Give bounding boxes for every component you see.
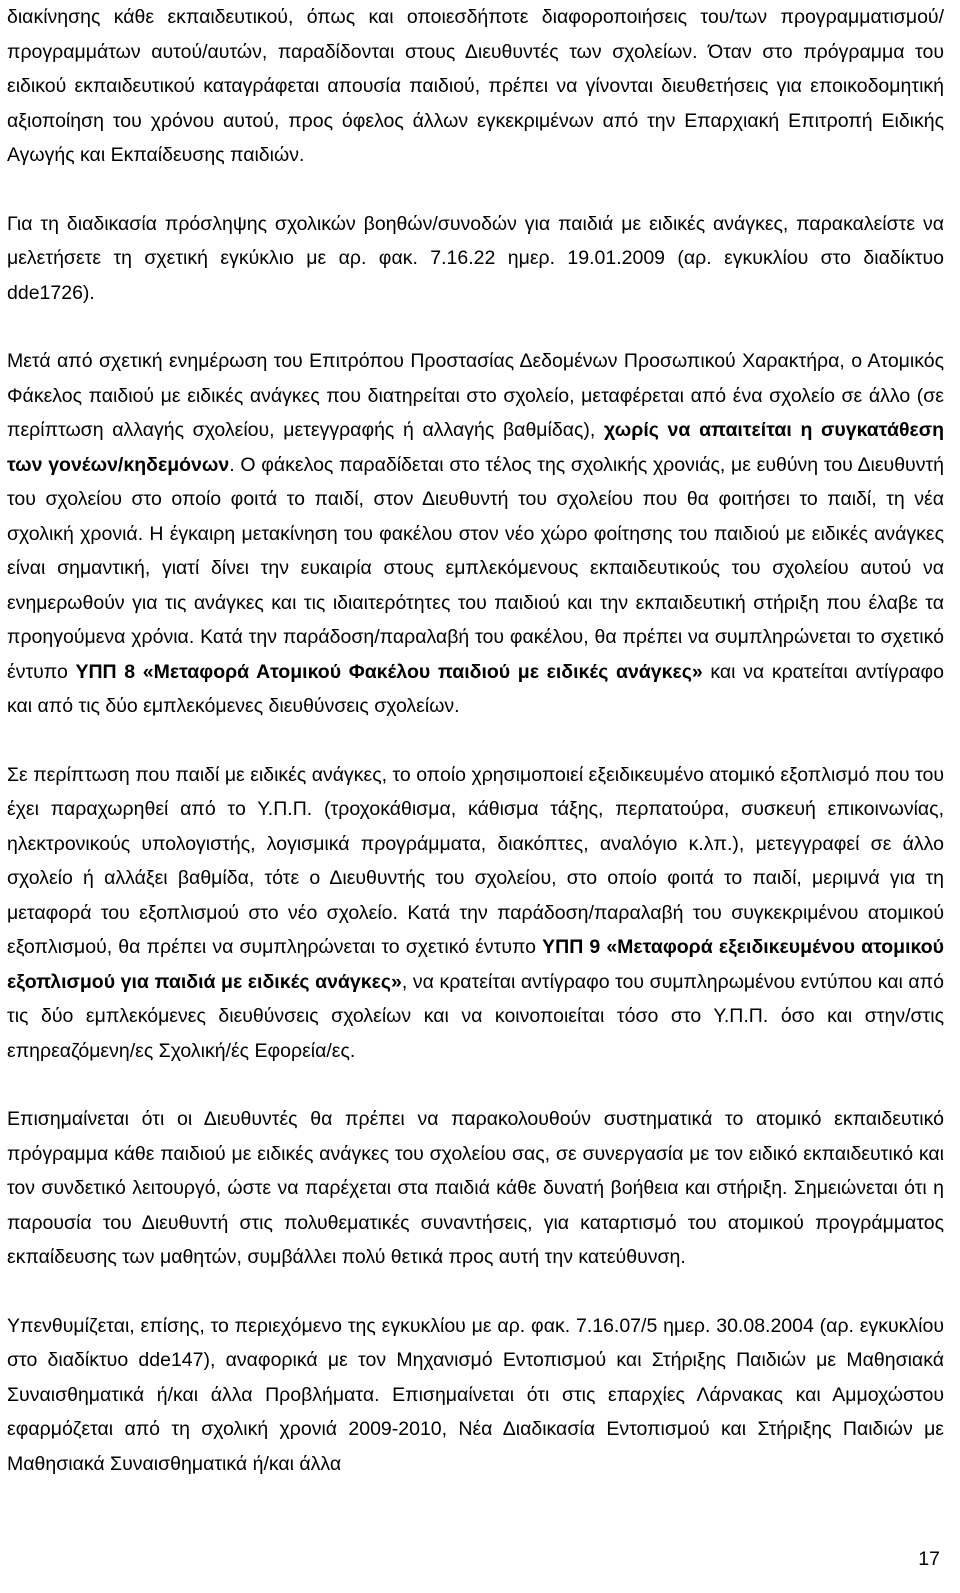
bold-text-segment: χωρίς να απαιτείται η συγκατάθεση των γονέων/κηδεμόνων xyxy=(7,419,944,476)
paragraph-directors-monitoring xyxy=(7,1102,944,1275)
paragraph-school-assistants xyxy=(7,207,944,311)
text-segment: Για τη διαδικασία πρόσληψης σχολικών βοηθών/συνοδών για παιδιά με ειδικές ανάγκες, παρακαλείστε να μελετήσετε τη σχετική εγκύκλιο με αρ. φακ. 7.16.22 ημερ. 19.01.2009 (αρ. εγκυκλίου στο διαδίκτυο dde1726). xyxy=(7,212,944,304)
paragraph-gap xyxy=(7,1275,944,1309)
page-number: 17 xyxy=(918,1548,940,1570)
paragraph-gap xyxy=(7,310,944,344)
text-segment: , να κρατείται αντίγραφο του συμπληρωμένου εντύπου και από τις δύο εμπλεκόμενες διευθύνσεις σχολείων και να κοινοποιείται τόσο στο Υ.Π.Π. όσο και στην/στις επηρεαζόμενη/ες Σχολική/ές Εφορεία/ες. xyxy=(7,970,945,1062)
text-segment: Επισημαίνεται ότι οι Διευθυντές θα πρέπει να παρακολουθούν συστηματικά το ατομικό εκπαιδευτικό πρόγραμμα κάθε παιδιού με ειδικές ανάγκες του σχολείου σας, σε συνεργασία με τον ειδικό εκπαιδευτικό και τον συνδετικό λειτουργό, ώστε να παρέχεται στα παιδιά κάθε δυνατή βοήθεια και στήριξη. Σημειώνεται ότι η παρουσία του Διευθυντή στις πολυθεματικές συναντήσεις, για καταρτισμό του ατομικού προγράμματος εκπαίδευσης των μαθητών, συμβάλλει πολύ θετικά προς αυτή την κατεύθυνση. xyxy=(7,1108,944,1268)
bold-text-segment: ΥΠΠ 9 «Μεταφορά εξειδικευμένου ατομικού εξοπλισμού για παιδιά με ειδικές ανάγκες» xyxy=(7,936,944,993)
text-segment: διακίνησης κάθε εκπαιδευτικού, όπως και οποιεσδήποτε διαφοροποιήσεις του/των προγραμματισμού/προγραμμάτων αυτού/αυτών, παραδίδονται στους Διευθυντές των σχολείων. Όταν στο πρόγραμμα του ειδικού εκπαιδευτικού καταγράφεται απουσία παιδιού, πρέπει να γίνονται διευθετήσεις για εποικοδομητική αξιοποίηση του χρόνου αυτού, προς όφελος άλλων εγκεκριμένων από την Επαρχιακή Επιτροπή Ειδικής Αγωγής και Εκπαίδευσης παιδιών. xyxy=(7,6,944,166)
text-segment: Σε περίπτωση που παιδί με ειδικές ανάγκες, το οποίο χρησιμοποιεί εξειδικευμένο ατομικό εξοπλισμό που του έχει παραχωρηθεί από το Υ.Π.Π. (τροχοκάθισμα, κάθισμα τάξης, περπατούρα, συσκευή επικοινωνίας, ηλεκτρονικούς υπολογιστής, λογισμικά προγράμματα, διακόπτες, αναλόγιο κ.λπ.), μετεγγραφεί σε άλλο σχολείο ή αλλάξει βαθμίδα, τότε ο Διευθυντής του σχολείου, στο οποίο φοιτά το παιδί, μεριμνά για τη μεταφορά του εξοπλισμού στο νέο σχολείο. Κατά την παράδοση/παραλαβή του συγκεκριμένου ατομικού εξοπλισμού, θα πρέπει να συμπληρώνεται το σχετικό έντυπο xyxy=(7,763,944,958)
paragraph-gap xyxy=(7,1068,944,1102)
paragraph-personal-file-transfer xyxy=(7,344,944,724)
text-segment: Υπενθυμίζεται, επίσης, το περιεχόμενο της εγκυκλίου με αρ. φακ. 7.16.07/5 ημερ. 30.08.2004 (αρ. εγκυκλίου στο διαδίκτυο dde147), αναφορικά με τον Μηχανισμό Εντοπισμού και Στήριξης Παιδιών με Μαθησιακά Συναισθηματικά ή/και άλλα Προβλήματα. Επισημαίνεται ότι στις επαρχίες Λάρνακας και Αμμοχώστου εφαρμόζεται από τη σχολική χρονιά 2009-2010, Νέα Διαδικασία Εντοπισμού και Στήριξης Παιδιών με Μαθησιακά Συναισθηματικά ή/και άλλα xyxy=(7,1314,944,1475)
paragraph-gap xyxy=(7,173,944,207)
document-page xyxy=(7,0,944,1481)
text-segment: και να κρατείται αντίγραφο και από τις δύο εμπλεκόμενες διευθύνσεις σχολείων. xyxy=(7,660,944,717)
paragraph-equipment-transfer xyxy=(7,758,944,1069)
text-segment: . Ο φάκελος παραδίδεται στο τέλος της σχολικής χρονιάς, με ευθύνη του Διευθυντή του σχολείου στο οποίο φοιτά το παιδί, στον Διευθυντή του σχολείου που θα φοιτήσει το παιδί, τη νέα σχολική χρονιά. Η έγκαιρη μετακίνηση του φακέλου στον νέο χώρο φοίτησης του παιδιού με ειδικές ανάγκες είναι σημαντική, γιατί δίνει την ευκαιρία στους εμπλεκόμενους εκπαιδευτικούς του σχολείου αυτού να ενημερωθούν για τις ανάγκες και τις ιδιαιτερότητες του παιδιού και την εκπαιδευτική στήριξη που έλαβε τα προηγούμενα χρόνια. Κατά την παράδοση/παραλαβή του φακέλου, θα πρέπει να συμπληρώνεται το σχετικό έντυπο xyxy=(7,453,944,683)
paragraph-reminder-circular xyxy=(7,1309,944,1482)
paragraph-teacher-schedules xyxy=(7,0,944,173)
paragraph-gap xyxy=(7,724,944,758)
text-segment: Μετά από σχετική ενημέρωση του Επιτρόπου Προστασίας Δεδομένων Προσωπικού Χαρακτήρα, ο Ατομικός Φάκελος παιδιού με ειδικές ανάγκες που διατηρείται στο σχολείο, μεταφέρεται από ένα σχολείο σε άλλο (σε περίπτωση αλλαγής σχολείου, μετεγγραφής ή αλλαγής βαθμίδας), xyxy=(7,350,944,441)
bold-text-segment: ΥΠΠ 8 «Μεταφορά Ατομικού Φακέλου παιδιού με ειδικές ανάγκες» xyxy=(75,660,703,683)
